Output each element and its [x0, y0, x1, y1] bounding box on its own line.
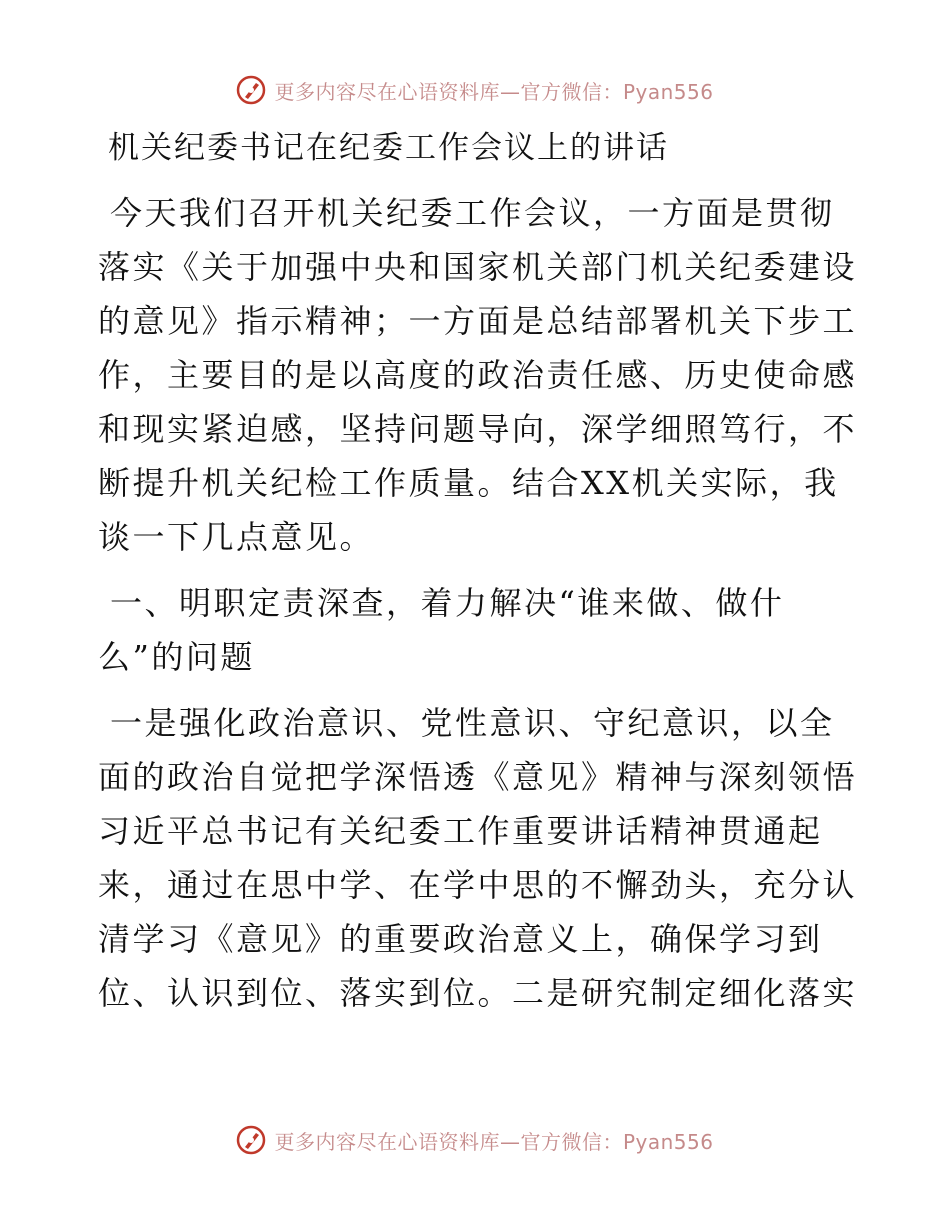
pen-circle-logo-icon: [236, 1125, 266, 1155]
document-title: 机关纪委书记在纪委工作会议上的讲话: [108, 130, 669, 166]
intro-paragraph: 今天我们召开机关纪委工作会议，一方面是贯彻落实《关于加强中央和国家机关部门机关纪委建设的意见》指示精神；一方面是总结部署机关下步工作，主要目的是以高度的政治责任感、历史使命感和现实紧迫感，坚持问题导向，深学细照笃行，不断提升机关纪检工作质量。结合XX机关实际，我谈一下几点意见。: [98, 194, 858, 556]
section-heading: 一、明职定责深查，着力解决“谁来做、做什么”的问题: [98, 584, 785, 676]
watermark-banner-bottom: [0, 1120, 950, 1160]
watermark-text: 更多内容尽在心语资料库—官方微信：Pyan556: [274, 79, 714, 104]
watermark-text: 更多内容尽在心语资料库—官方微信：Pyan556: [274, 1129, 714, 1154]
section-paragraph: 一是强化政治意识、党性意识、守纪意识，以全面的政治自觉把学深悟透《意见》精神与深刻领悟习近平总书记有关纪委工作重要讲话精神贯通起来，通过在思中学、在学中思的不懈劲头，充分认清学习《意见》的重要政治意义上，确保学习到位、认识到位、落实到位。二是研究制定细化落实: [98, 704, 858, 1012]
pen-circle-logo-icon: [236, 75, 266, 105]
watermark-banner-top: [0, 70, 950, 110]
document-body: [98, 120, 858, 1032]
